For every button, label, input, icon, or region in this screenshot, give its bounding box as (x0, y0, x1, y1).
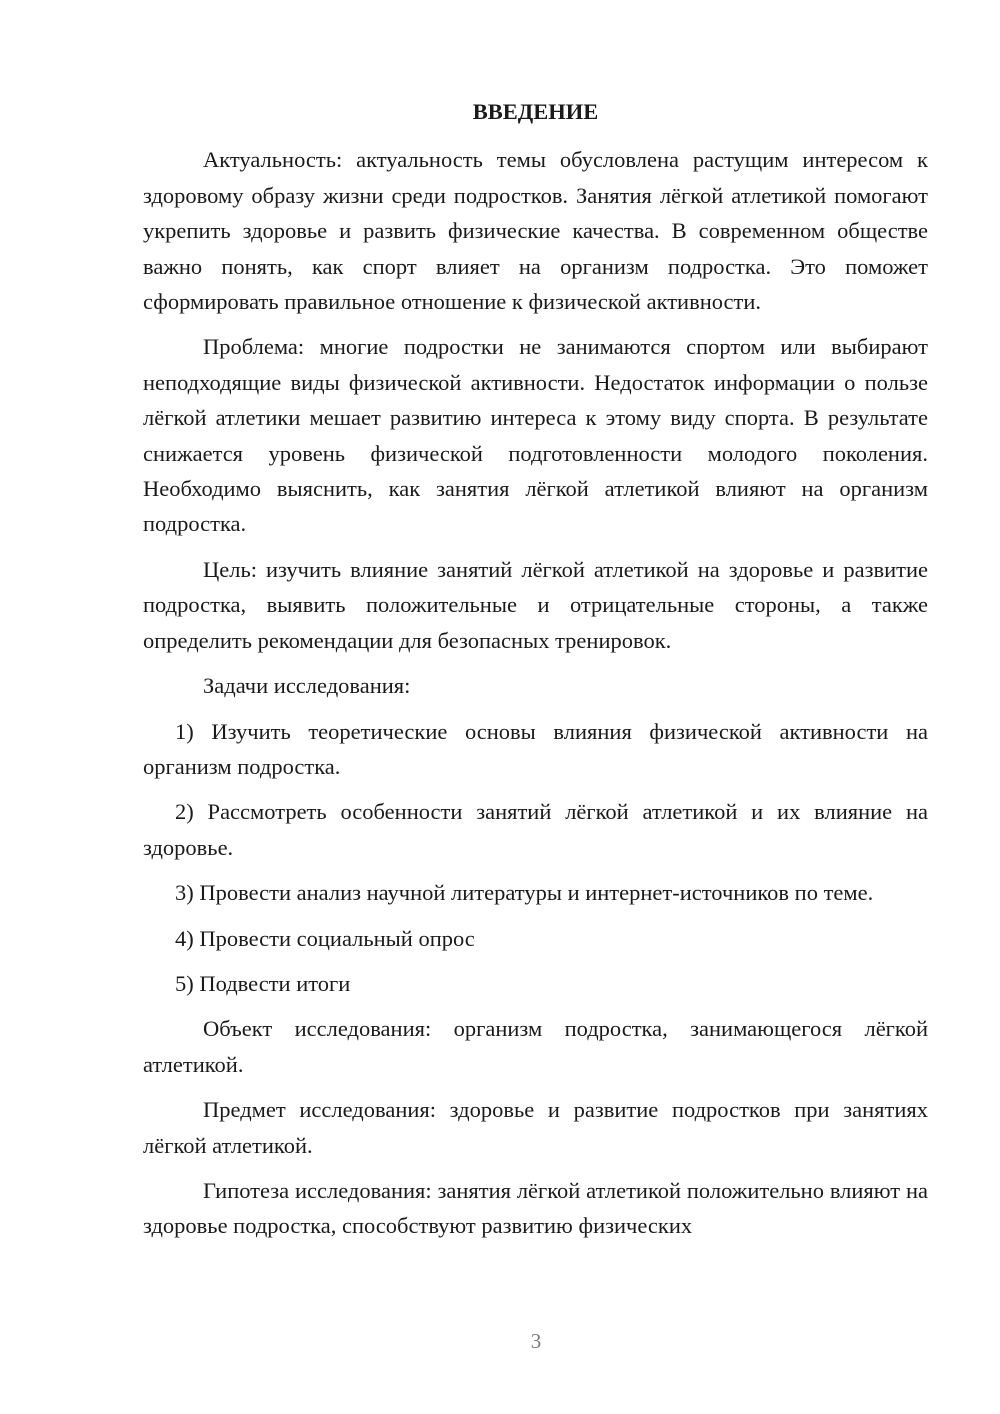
task-item-1: 1) Изучить теоретические основы влияния физической активности на организм подростка. (143, 718, 928, 779)
paragraph-hypothesis: Гипотеза исследования: занятия лёгкой атлетикой положительно влияют на здоровье подростка, способствуют развитию физических (143, 1177, 928, 1239)
paragraph-relevance: Актуальность: актуальность темы обусловлена растущим интересом к здоровому образу жизни среди подростков. Занятия лёгкой атлетикой помогают укрепить здоровье и развить физические качества. В современном обществе важно понять, как спорт влияет на организм подростка. Это поможет сформировать правильное отношение к физической активности. (143, 147, 928, 315)
page-content (143, 94, 928, 1254)
task-item-3: 3) Провести анализ научной литературы и интернет-источников по теме. (175, 880, 874, 906)
paragraph-goal: Цель: изучить влияние занятий лёгкой атлетикой на здоровье и развитие подростка, выявить положительные и отрицательные стороны, а также определить рекомендации для безопасных тренировок. (143, 556, 928, 653)
paragraph-object: Объект исследования: организм подростка, занимающегося лёгкой атлетикой. (143, 1016, 928, 1077)
task-item-2: 2) Рассмотреть особенности занятий лёгкой атлетикой и их влияние на здоровье. (143, 799, 928, 860)
page-number: 3 (530, 1329, 542, 1353)
paragraph-subject: Предмет исследования: здоровье и развитие подростков при занятиях лёгкой атлетикой. (143, 1097, 928, 1158)
paragraph-problem: Проблема: многие подростки не занимаются спортом или выбирают неподходящие виды физической активности. Недостаток информации о пользе лёгкой атлетики мешает развитию интереса к этому виду спорта. В результате снижается уровень физической подготовленности молодого поколения. Необходимо выяснить, как занятия лёгкой атлетикой влияют на организм подростка. (143, 334, 928, 537)
task-item-5: 5) Подвести итоги (175, 970, 351, 996)
section-title: ВВЕДЕНИЕ (472, 99, 599, 124)
paragraph-tasks-heading: Задачи исследования: (203, 673, 411, 699)
task-item-4: 4) Провести социальный опрос (175, 925, 475, 951)
